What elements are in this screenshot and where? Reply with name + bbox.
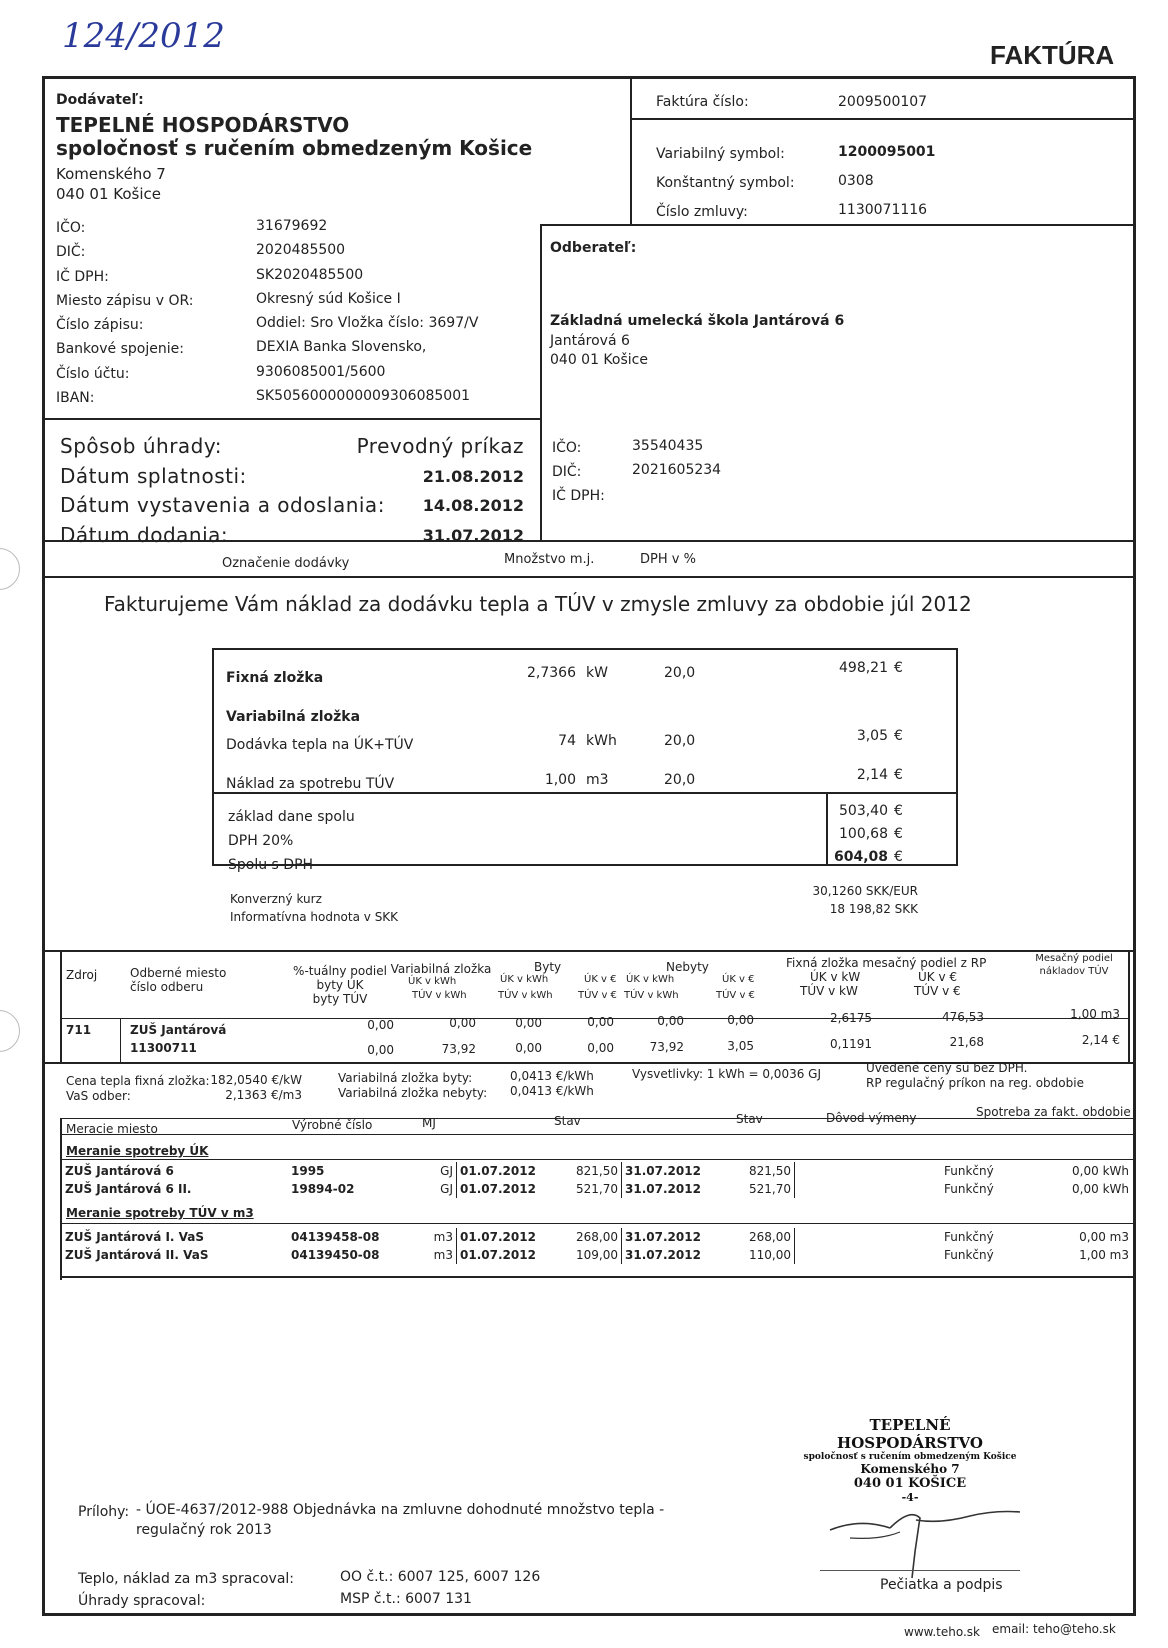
supplier-account: 9306085001/5600 xyxy=(256,363,386,380)
supplier-iban: SK5056000000009306085001 xyxy=(256,388,471,405)
punch-hole xyxy=(0,548,20,590)
mt-h-state2: Stav xyxy=(736,1112,763,1126)
notes: Uvedené ceny sú bez DPH. RP regulačný príkon na reg. obdobie xyxy=(866,1061,1084,1090)
col-designation: Označenie dodávky xyxy=(222,556,350,571)
supplier-labels: IČO: DIČ: IČ DPH: Miesto zápisu v OR: Číslo zápisu: Bankové spojenie: Číslo účtu: IBAN: xyxy=(56,220,194,407)
supplier-register-no: Oddiel: Sro Vložka číslo: 3697/V xyxy=(256,315,479,332)
totals-labels: základ dane spolu DPH 20% Spolu s DPH xyxy=(228,809,355,873)
heat-amount: 3,05 xyxy=(856,728,888,744)
heat-unit: kWh xyxy=(586,733,617,749)
fixed-qty: 2,7366 xyxy=(527,665,576,681)
tuv-qty: 1,00 xyxy=(544,772,576,788)
attachment-line-1: - ÚOE-4637/2012-988 Objednávka na zmluvne dohodnuté množstvo tepla - xyxy=(136,1502,665,1518)
processed-labels: Teplo, náklad za m3 spracoval: Úhrady spracoval: xyxy=(78,1571,295,1609)
mt-section-heating: Meranie spotreby ÚK xyxy=(66,1144,209,1158)
conversion-rate: 30,1260 SKK/EUR xyxy=(812,884,918,898)
issue-date: 14.08.2012 xyxy=(422,496,524,515)
invoice-number: 2009500107 xyxy=(838,94,928,110)
supplier-name: TEPELNÉ HOSPODÁRSTVO xyxy=(56,113,350,137)
heat-qty: 74 xyxy=(558,733,576,749)
supplier-values xyxy=(256,214,478,408)
supplier-icdph: SK2020485500 xyxy=(256,266,364,283)
handwritten-reference: 124/2012 xyxy=(62,16,225,56)
attachment-line-2: regulačný rok 2013 xyxy=(136,1522,272,1538)
variable-label: Variabilná zložka xyxy=(226,709,361,725)
customer-name: Základná umelecká škola Jantárová 6 xyxy=(550,313,845,329)
meter-row: ZUŠ Jantárová 6 II. 19894-02 GJ 01.07.2012 521,70 31.07.2012 521,70 Funkčný 0,00 kWh xyxy=(65,1182,1129,1196)
invoice-number-label: Faktúra číslo: xyxy=(656,94,749,110)
price-values: 182,0540 €/kW 2,1363 €/m3 xyxy=(210,1073,302,1102)
customer-street: Jantárová 6 xyxy=(550,333,630,349)
price-labels: Cena tepla fixná zložka: VaS odber: xyxy=(66,1074,210,1103)
payment-labels: Spôsob úhrady: Dátum splatnosti: Dátum vystavenia a odoslania: Dátum dodania: xyxy=(60,434,385,547)
attachments-label: Prílohy: xyxy=(78,1504,130,1520)
mt-h-state1: Stav xyxy=(554,1114,581,1128)
fixed-amount: 498,21 xyxy=(839,660,888,676)
constant-symbol: 0308 xyxy=(838,173,874,189)
conversion-labels: Konverzný kurz Informatívna hodnota v SKK xyxy=(230,892,399,924)
mt-section-water: Meranie spotreby TÚV v m3 xyxy=(66,1206,254,1220)
meter-row: ZUŠ Jantárová I. VaS 04139458-08 m3 01.07.2012 268,00 31.07.2012 268,00 Funkčný 0,00 m3 xyxy=(65,1230,1129,1244)
document-title: FAKTÚRA xyxy=(990,40,1115,70)
total-amount: 604,08 xyxy=(833,849,888,865)
processed-payments-phones: MSP č.t.: 6007 131 xyxy=(340,1591,472,1607)
supplier-heading: Dodávateľ: xyxy=(56,92,144,108)
tuv-vat: 20,0 xyxy=(664,772,696,788)
payment-values xyxy=(330,432,524,550)
col-quantity: Množstvo m.j. xyxy=(504,552,595,567)
mt-h-consumption: Spotreba za fakt. obdobie xyxy=(976,1105,1131,1119)
mt-h-serial: Výrobné číslo xyxy=(292,1118,373,1132)
variable-price-labels: Variabilná zložka byty: Variabilná zložka nebyty: xyxy=(338,1071,488,1100)
company-stamp: TEPELNÉ HOSPODÁRSTVO spoločnosť s ručením obmedzeným Košice Komenského 7 040 01 KOŠICE -4- xyxy=(803,1416,1017,1504)
meter-table-heating xyxy=(62,1162,1132,1198)
tax-base: 503,40 xyxy=(839,803,888,819)
customer-ico: 35540435 xyxy=(632,438,704,454)
tuv-label: Náklad za spotrebu TÚV xyxy=(226,776,395,792)
fixed-label: Fixná zložka xyxy=(226,670,324,686)
tuv-unit: m3 xyxy=(586,772,609,788)
supplier-legal-form: spoločnosť s ručením obmedzeným Košice xyxy=(56,136,533,160)
supplier-bank: DEXIA Banka Slovensko, xyxy=(256,339,427,356)
skk-value: 18 198,82 SKK xyxy=(829,902,918,916)
col-vat: DPH v % xyxy=(640,552,696,567)
footer-web[interactable]: www.teho.sk xyxy=(904,1625,980,1639)
meter-table-water xyxy=(62,1228,1132,1264)
customer-id-values xyxy=(632,434,721,482)
meter-row: ZUŠ Jantárová II. VaS 04139450-08 m3 01.07.2012 109,00 31.07.2012 110,00 Funkčný 1,00 m3 xyxy=(65,1248,1129,1262)
totals-values xyxy=(790,800,888,869)
processed-values xyxy=(340,1566,540,1610)
customer-id-labels: IČO: DIČ: IČ DPH: xyxy=(552,440,605,504)
vat-amount: 100,68 xyxy=(839,826,888,842)
conversion-values xyxy=(700,882,918,918)
mt-h-reason: Dôvod výmeny xyxy=(826,1111,917,1125)
tuv-amount: 2,14 xyxy=(856,767,888,783)
signature xyxy=(820,1488,1020,1588)
meter-row: ZUŠ Jantárová 6 1995 GJ 01.07.2012 821,50 31.07.2012 821,50 Funkčný 0,00 kWh xyxy=(65,1164,1129,1178)
fixed-unit: kW xyxy=(586,665,608,681)
supplier-dic: 2020485500 xyxy=(256,242,346,259)
heat-vat: 20,0 xyxy=(664,733,696,749)
supplier-street: Komenského 7 xyxy=(56,165,166,183)
signature-label: Pečiatka a podpis xyxy=(880,1577,1003,1593)
fixed-vat: 20,0 xyxy=(664,665,696,681)
heat-label: Dodávka tepla na ÚK+TÚV xyxy=(226,737,414,753)
supplier-city: 040 01 Košice xyxy=(56,185,161,203)
bd-h-share: %-tuálny podiel byty ÚK byty TÚV xyxy=(293,964,387,1006)
punch-hole xyxy=(0,1010,20,1052)
bd-place: ZUŠ Jantárová xyxy=(130,1023,227,1037)
customer-city: 040 01 Košice xyxy=(550,352,648,368)
customer-dic: 2021605234 xyxy=(632,462,722,478)
bd-h-monthly: Mesačný podiel nákladov TÚV xyxy=(1035,953,1113,977)
processed-heat-phones: OO č.t.: 6007 125, 6007 126 xyxy=(340,1569,541,1585)
footer-email[interactable]: email: teho@teho.sk xyxy=(992,1622,1116,1636)
supplier-ico: 31679692 xyxy=(256,218,328,234)
mt-h-place: Meracie miesto xyxy=(66,1122,158,1136)
invoice-symbol-labels: Variabilný symbol: Konštantný symbol: Číslo zmluvy: xyxy=(656,146,795,220)
invoice-intro: Fakturujeme Vám náklad za dodávku tepla a TÚV v zmysle zmluvy za obdobie júl 2012 xyxy=(104,592,972,616)
variable-symbol: 1200095001 xyxy=(838,144,936,160)
variable-price-values: 0,0413 €/kWh 0,0413 €/kWh xyxy=(510,1069,594,1098)
bd-source: 711 xyxy=(66,1023,92,1037)
mt-h-mj: MJ xyxy=(422,1116,436,1130)
supplier-register: Okresný súd Košice I xyxy=(256,290,401,307)
delivery-date: 31.07.2012 xyxy=(422,525,524,545)
customer-heading: Odberateľ: xyxy=(550,240,637,256)
due-date: 21.08.2012 xyxy=(422,466,524,486)
invoice-symbol-values xyxy=(838,138,935,225)
contract-number: 1130071116 xyxy=(838,202,928,218)
bd-h-place: Odberné miesto číslo odberu xyxy=(130,966,227,994)
payment-method: Prevodný príkaz xyxy=(356,434,524,458)
explanation: Vysvetlivky: 1 kWh = 0,0036 GJ xyxy=(632,1067,821,1081)
bd-place-no: 11300711 xyxy=(130,1041,197,1055)
bd-h-source: Zdroj xyxy=(66,968,98,982)
